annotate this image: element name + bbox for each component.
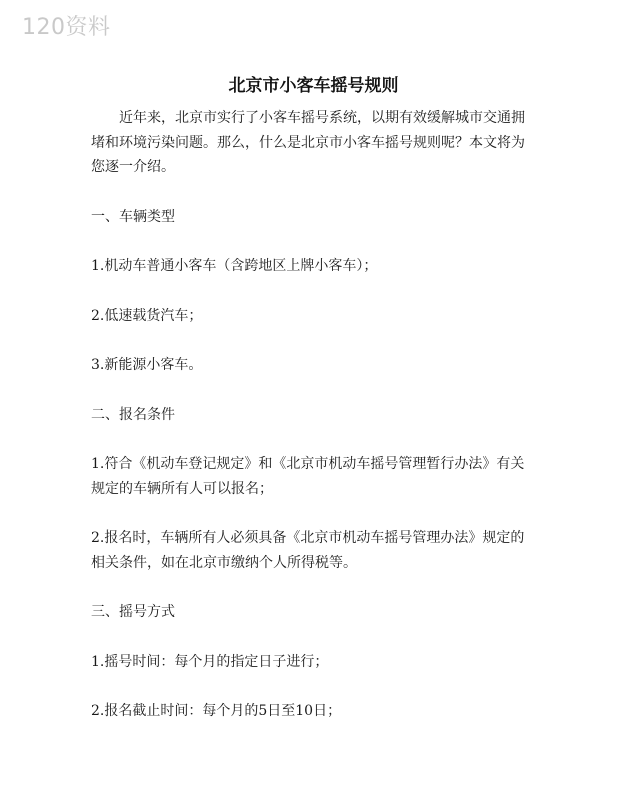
list-item: 1.符合《机动车登记规定》和《北京市机动车摇号管理暂行办法》有关规定的车辆所有人可以报名； [91,456,525,497]
list-item: 1.摇号时间：每个月的指定日子进行； [91,653,329,670]
list-item: 2.报名时，车辆所有人必须具备《北京市机动车摇号管理办法》规定的相关条件，如在北京市缴纳个人所得税等。 [91,530,525,571]
list-item: 3.新能源小客车。 [91,357,203,373]
watermark-logo: 120资料 [22,15,111,40]
document-body [91,74,536,724]
section-heading: 二、报名条件 [91,406,175,423]
section-heading: 三、摇号方式 [91,604,175,620]
list-item: 1.机动车普通小客车（含跨地区上牌小客车）； [91,258,378,274]
section-heading: 一、车辆类型 [91,208,175,225]
list-item: 2.低速载货汽车； [91,307,203,324]
document-title: 北京市小客车摇号规则 [228,76,399,96]
list-item: 2.报名截止时间：每个月的5日至10日； [91,703,342,719]
intro-paragraph: 近年来，北京市实行了小客车摇号系统，以期有效缓解城市交通拥堵和环境污染问题。那么，什么是北京市小客车摇号规则呢？本文将为您逐一介绍。 [91,110,525,175]
